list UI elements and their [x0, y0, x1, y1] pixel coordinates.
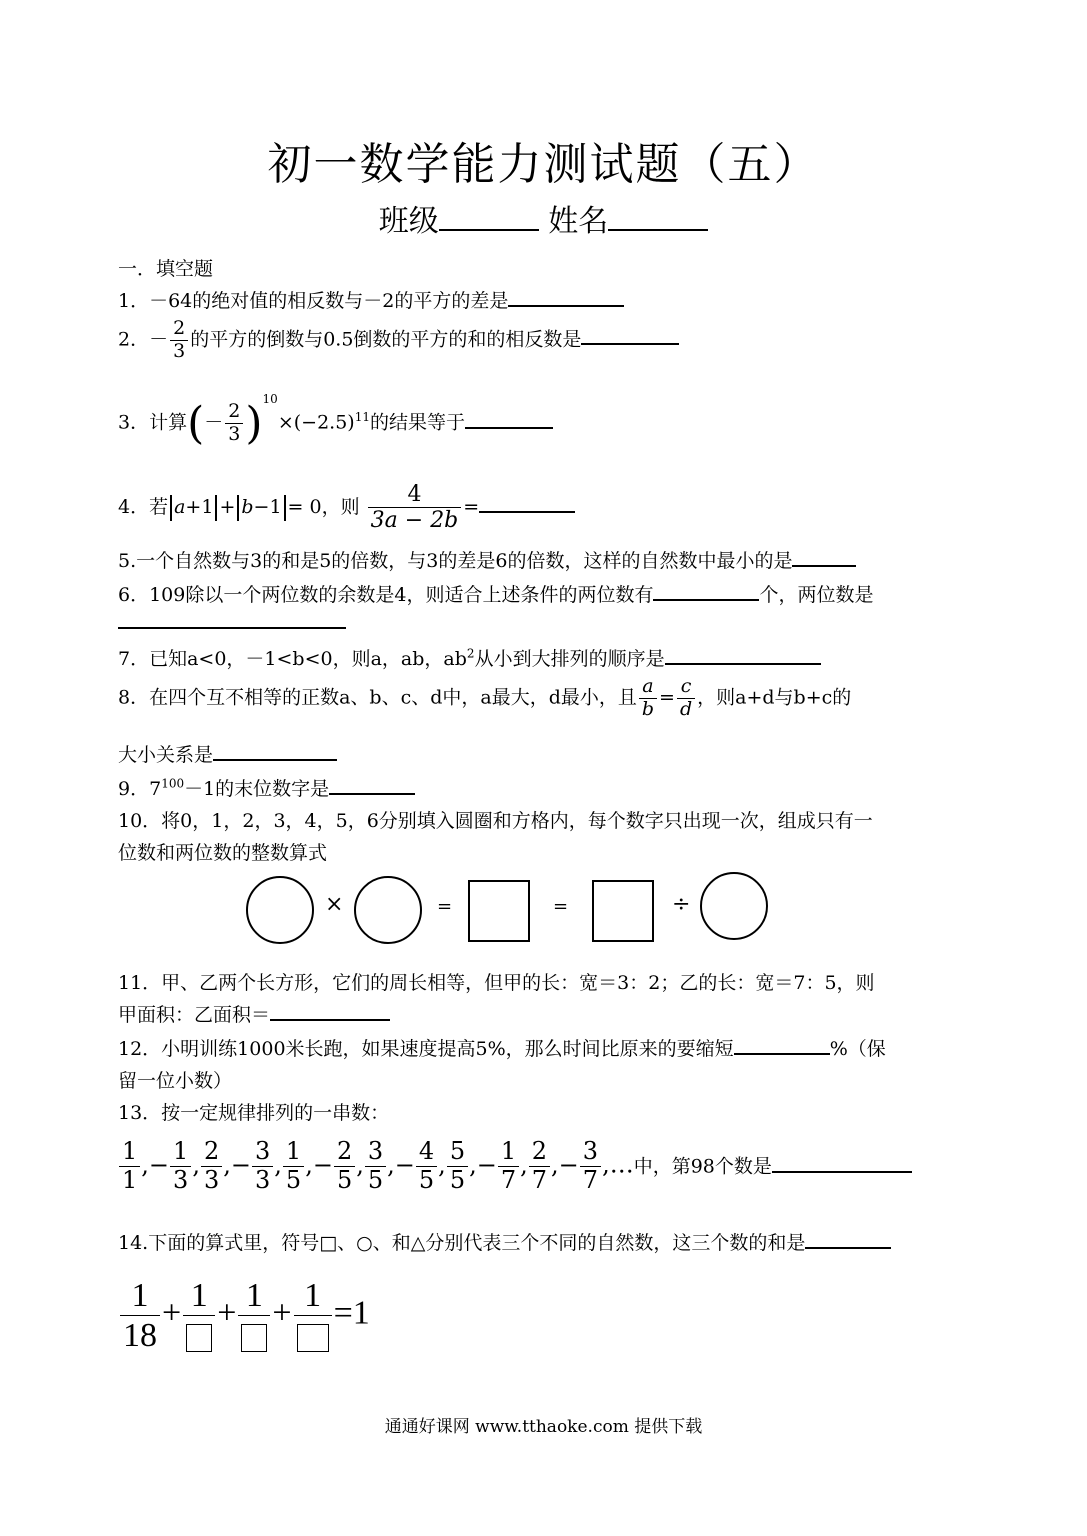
section-heading: 一．填空题 [118, 258, 214, 280]
sequence-term: $\frac{1}{3}$ [170, 1138, 191, 1194]
sequence-separator: ,− [469, 1150, 497, 1179]
sequence-term: $\frac{1}{7}$ [498, 1138, 519, 1194]
sequence-term: $\frac{1}{5}$ [283, 1138, 304, 1194]
circle-symbol[interactable] [241, 1324, 267, 1352]
answer-blank-1[interactable] [508, 304, 624, 307]
answer-blank-3[interactable] [465, 426, 553, 429]
question-14: 14.下面的算式里，符号□、○、和△分别代表三个不同的自然数，这三个数的和是 [118, 1228, 891, 1255]
sequence-separator: , [192, 1150, 200, 1179]
answer-blank-12[interactable] [734, 1052, 830, 1055]
question-5: 5.一个自然数与3的和是5的倍数，与3的差是6的倍数，这样的自然数中最小的是 [118, 546, 856, 573]
sequence-term: $\frac{3}{7}$ [580, 1138, 601, 1194]
question-10-line2: 位数和两位数的整数算式 [118, 842, 328, 864]
answer-blank-13[interactable] [772, 1170, 912, 1173]
answer-circle-3[interactable] [700, 872, 768, 940]
sequence-separator: , [356, 1150, 364, 1179]
answer-circle-2[interactable] [354, 876, 422, 944]
footer-credit: 通通好课网 www.tthaoke.com 提供下载 [384, 1417, 703, 1437]
question-8-line2: 大小关系是 [118, 740, 337, 767]
answer-blank-4[interactable] [479, 510, 575, 513]
sequence-separator: ,− [387, 1150, 415, 1179]
question-6: 6．109除以一个两位数的余数是4，则适合上述条件的两位数有 个，两位数是 [118, 584, 874, 606]
question-9: 9．$7^{100}-1$的末位数字是 [118, 774, 415, 801]
sequence-separator: ,− [223, 1150, 251, 1179]
page-title: 初一数学能力测试题（五） [267, 139, 820, 190]
times-sign: × [325, 892, 344, 917]
sequence-separator: , [438, 1150, 446, 1179]
answer-blank-5[interactable] [792, 564, 856, 567]
triangle-symbol[interactable] [297, 1324, 329, 1352]
question-4: 4．若 a+1 + b−1 = 0，则 $\frac{4}{3a - 2b}$ = [118, 482, 575, 534]
sequence-term: $\frac{1}{1}$ [119, 1138, 140, 1194]
question-10: 10．将0，1，2，3，4，5，6分别填入圆圈和方格内，每个数字只出现一次，组成只有一 [118, 810, 873, 832]
answer-blank-9[interactable] [329, 792, 415, 795]
fraction: $\frac{4}{3a - 2b}$ [368, 482, 462, 534]
sequence-term: $\frac{4}{5}$ [416, 1138, 437, 1194]
question-8: 8．在四个互不相等的正数a、b、c、d中，a最大，d最小，且 $\frac{a}{b}$ = $\frac{c}{d}$ ，则a+d与b+c的 [118, 675, 852, 720]
sequence-separator: ,− [551, 1150, 579, 1179]
question-7: 7．已知a<0，－1<b<0，则a，ab，$ab^2$从小到大排列的顺序是 [118, 644, 821, 671]
square-symbol[interactable] [186, 1324, 212, 1352]
sequence-separator: , [274, 1150, 282, 1179]
question-12: 12．小明训练1000米长跑，如果速度提高5%，那么时间比原来的要缩短 %（保 [118, 1038, 886, 1060]
fraction: $\frac{c}{d}$ [677, 676, 695, 721]
sequence-term: $\frac{3}{5}$ [365, 1138, 386, 1194]
sequence-term: $\frac{2}{7}$ [529, 1138, 550, 1194]
name-label: 姓名 [548, 204, 609, 239]
question-6-line2 [118, 612, 346, 634]
question-2: 2．－ $\frac{2}{3}$ 的平方的倒数与0.5倒数的平方的和的相反数是 [118, 318, 679, 363]
sequence-term: $\frac{5}{5}$ [447, 1138, 468, 1194]
student-info-line [0, 196, 1087, 240]
sequence-term: $\frac{2}{5}$ [334, 1138, 355, 1194]
question-13-sequence: $\frac{1}{1}$ ,− $\frac{1}{3}$ , $\frac{2}{3}$ ,− $\frac{3}{3}$ , $\frac{1}{5}$ ,− $\frac{2}{5}$ , $\frac{3}{5}$ ,− $\frac{4}{5}$ , $\frac{5}{5}$ ,− $\frac{1}{7}$ , $\frac{2}{7}$ ,− $\frac{3}{7}$ ,…中，第98个数是 [118, 1138, 912, 1194]
fraction: $\frac{2}{3}$ [170, 318, 188, 363]
sequence-separator: ,− [305, 1150, 333, 1179]
answer-square-2[interactable] [592, 880, 654, 942]
fraction: $\frac{a}{b}$ [639, 676, 657, 721]
fraction-square: 1 [183, 1276, 215, 1355]
question-1: 1．－64的绝对值的相反数与－2的平方的差是 [118, 286, 624, 313]
name-blank[interactable] [608, 228, 708, 231]
question-14-equation: $\frac{1}{18}$ + 1 + 1 + 1 =1 [118, 1276, 370, 1355]
sequence-separator: ,− [141, 1150, 170, 1179]
answer-blank-7[interactable] [665, 662, 821, 665]
sequence-separator: , [520, 1150, 528, 1179]
answer-circle-1[interactable] [246, 876, 314, 944]
answer-square-1[interactable] [468, 880, 530, 942]
sequence-term: $\frac{2}{3}$ [201, 1138, 222, 1194]
fraction: $\frac{1}{18}$ [120, 1276, 160, 1355]
equals-sign: = [553, 896, 569, 917]
equals-sign: = [437, 896, 453, 917]
answer-blank-11[interactable] [270, 1018, 390, 1021]
answer-blank-6b[interactable] [118, 626, 346, 629]
fraction-triangle: 1 [294, 1276, 332, 1355]
class-label: 班级 [378, 204, 439, 239]
question-3: 3．计算(－ $\frac{2}{3}$ )$^{10}\times(-2.5)^{11}$的结果等于 [118, 398, 553, 449]
class-blank[interactable] [439, 228, 539, 231]
divide-sign: ÷ [672, 892, 691, 917]
question-13: 13．按一定规律排列的一串数： [118, 1102, 390, 1124]
answer-blank-14[interactable] [805, 1246, 891, 1249]
answer-blank-2[interactable] [581, 342, 679, 345]
question-11: 11．甲、乙两个长方形，它们的周长相等，但甲的长：宽＝3：2；乙的长：宽＝7：5，则 [118, 972, 875, 994]
question-12-line2: 留一位小数） [118, 1070, 233, 1092]
sequence-term: $\frac{3}{3}$ [252, 1138, 273, 1194]
fraction-circle: 1 [238, 1276, 270, 1355]
fraction: $\frac{2}{3}$ [225, 401, 243, 446]
question-11-line2: 甲面积：乙面积＝ [118, 1000, 390, 1027]
answer-blank-8[interactable] [213, 758, 337, 761]
answer-blank-6a[interactable] [653, 598, 759, 601]
